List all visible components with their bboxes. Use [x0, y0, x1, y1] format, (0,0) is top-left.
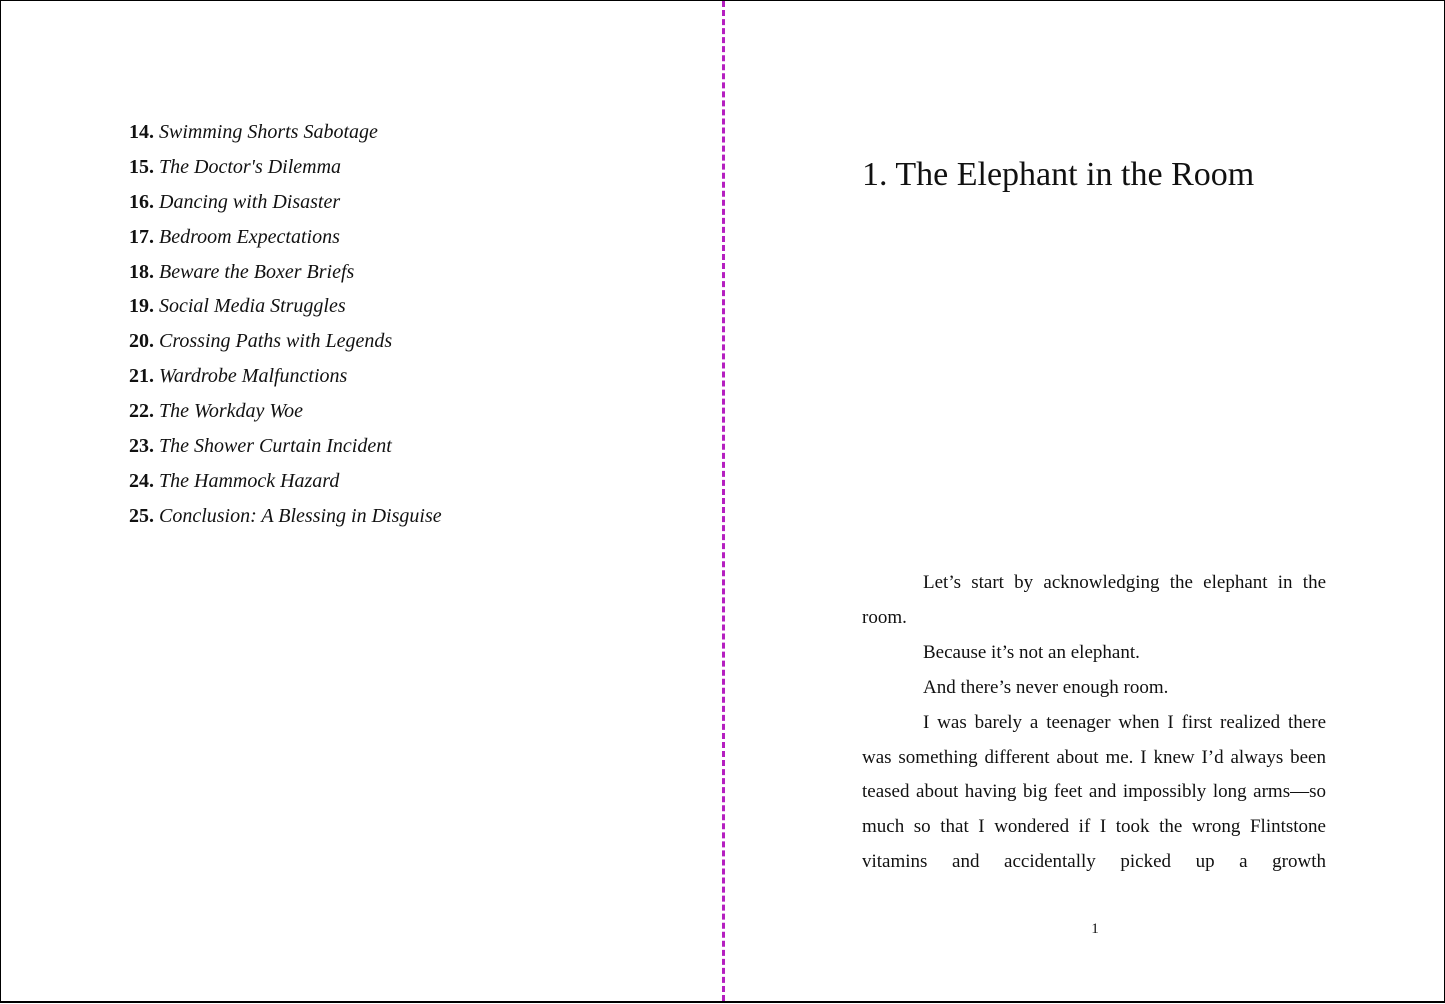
toc-entry[interactable] [129, 222, 442, 257]
toc-entry-number: 19. [129, 295, 154, 318]
toc-entry-title: Swimming Shorts Sabotage [159, 121, 378, 143]
paragraph: And there’s never enough room. [923, 676, 1169, 698]
toc-entry[interactable] [129, 466, 442, 501]
toc-entry-number: 20. [129, 330, 154, 353]
toc-entry-title: Social Media Struggles [159, 295, 346, 318]
toc-entry[interactable] [129, 152, 442, 187]
toc-entry[interactable] [129, 187, 442, 222]
chapter-page [725, 1, 1444, 1001]
toc-entry[interactable] [129, 291, 442, 326]
toc-entry-title: Dancing with Disaster [159, 190, 341, 213]
toc-entry-number: 14. [129, 121, 154, 143]
chapter-body [862, 566, 1326, 880]
toc-entry-number: 15. [129, 155, 154, 178]
toc-entry-title: The Shower Curtain Incident [159, 435, 392, 458]
toc-entry-title: The Hammock Hazard [159, 469, 340, 492]
toc-entry-title: The Doctor's Dilemma [159, 155, 342, 178]
toc-entry[interactable] [129, 117, 442, 152]
toc-entry-number: 25. [129, 504, 154, 527]
toc-entry-number: 22. [129, 400, 154, 423]
paragraph: Because it’s not an elephant. [923, 641, 1140, 663]
toc-entry-title: Wardrobe Malfunctions [159, 365, 348, 388]
toc-entry-number: 18. [129, 260, 154, 283]
toc-entry[interactable] [129, 326, 442, 361]
table-of-contents [129, 117, 442, 536]
toc-entry[interactable] [129, 396, 442, 431]
toc-entry-title: Conclusion: A Blessing in Disguise [159, 504, 442, 527]
toc-entry[interactable] [129, 431, 442, 466]
toc-entry[interactable] [129, 257, 442, 292]
toc-entry-title: Beware the Boxer Briefs [159, 260, 355, 283]
toc-entry-number: 17. [129, 225, 154, 248]
toc-entry-number: 21. [129, 365, 154, 388]
page-number: 1 [1091, 921, 1099, 937]
paragraph: I was barely a teenager when I first realized there was something different about me. I knew I’d always been teased about having big feet and impossibly long arms—so much so that I wondered if I took the wrong Flintstone vitamins and accidentally picked up a growth [862, 711, 1326, 873]
toc-entry[interactable] [129, 361, 442, 396]
chapter-title: 1. The Elephant in the Room [862, 156, 1255, 193]
toc-entry-title: Crossing Paths with Legends [159, 330, 393, 353]
toc-entry-title: The Workday Woe [159, 400, 304, 423]
toc-entry-number: 16. [129, 190, 154, 213]
toc-entry-title: Bedroom Expectations [159, 225, 340, 248]
paragraph: Let’s start by acknowledging the elephant in the room. [862, 572, 1326, 628]
toc-entry[interactable] [129, 501, 442, 536]
toc-entry-number: 24. [129, 469, 154, 492]
toc-entry-number: 23. [129, 435, 154, 458]
toc-page [1, 1, 721, 1001]
